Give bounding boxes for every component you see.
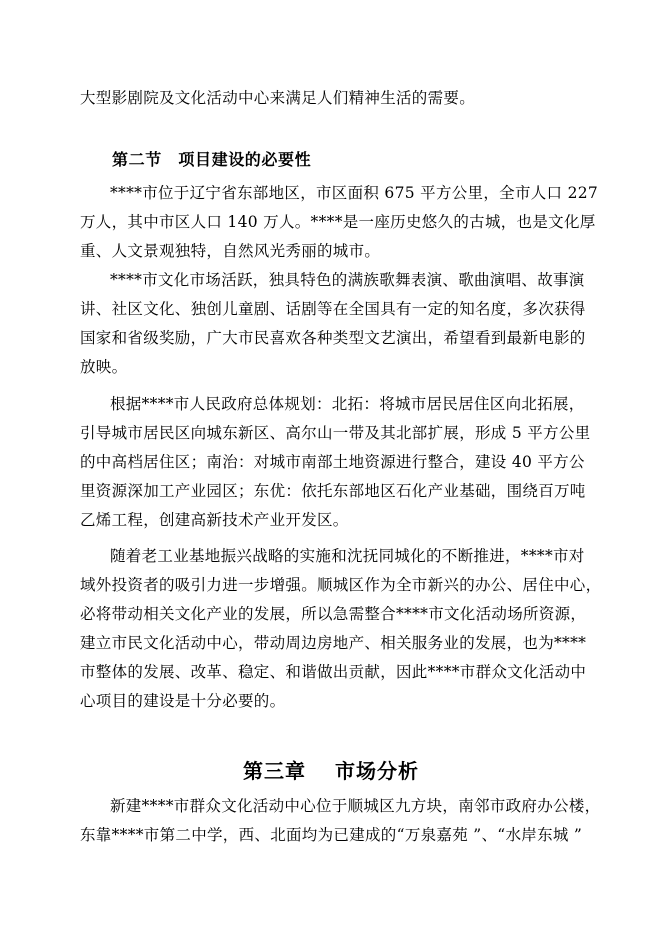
paragraph-line: ****市位于辽宁省东部地区，市区面积 675 平方公里，全市人口 227	[110, 184, 599, 202]
paragraph-line: 必将带动相关文化产业的发展，所以急需整合****市文化活动场所资源，	[80, 605, 587, 623]
paragraph-line: 心项目的建设是十分必要的。	[80, 692, 286, 710]
chapter-heading: 第三章 市场分析	[243, 759, 419, 783]
paragraph-line: 重、人文景观独特，自然风光秀丽的城市。	[80, 242, 381, 260]
paragraph-line: 万人，其中市区人口 140 万人。****是一座历史悠久的古城，也是文化厚	[80, 213, 596, 231]
paragraph-line: 的中高档居住区；南治：对城市南部土地资源进行整合，建设 40 平方公	[80, 453, 585, 471]
paragraph-line: 随着老工业基地振兴战略的实施和沈抚同城化的不断推进，****市对	[110, 547, 585, 565]
paragraph-line: 新建****市群众文化活动中心位于顺城区九方块，南邻市政府办公楼，	[110, 797, 601, 815]
paragraph-line: 域外投资者的吸引力进一步增强。顺城区作为全市新兴的办公、居住中心，	[80, 576, 602, 594]
paragraph-line: 根据****市人民政府总体规划：北拓：将城市居民居住区向北拓展，	[110, 395, 585, 413]
paragraph-line: 讲、社区文化、独创儿童剧、话剧等在全国具有一定的知名度，多次获得	[80, 300, 586, 318]
paragraph-line: ****市文化市场活跃，独具特色的满族歌舞表演、歌曲演唱、故事演	[110, 271, 585, 289]
intro-line: 大型影剧院及文化活动中心来满足人们精神生活的需要。	[80, 89, 476, 107]
paragraph-line: 放映。	[80, 358, 128, 376]
paragraph-line: 东靠****市第二中学，西、北面均为已建成的“万泉嘉苑 ”、“水岸东城 ”	[80, 826, 583, 844]
paragraph-line: 建立市民文化活动中心，带动周边房地产、相关服务业的发展，也为****	[80, 634, 587, 652]
paragraph-line: 里资源深加工产业园区；东优：依托东部地区石化产业基础，围绕百万吨	[80, 482, 586, 500]
paragraph-line: 引导城市居民区向城东新区、高尔山一带及其北部扩展，形成 5 平方公里	[80, 424, 591, 442]
paragraph-line: 乙烯工程，创建高新技术产业开发区。	[80, 511, 349, 529]
section-heading: 第二节 项目建设的必要性	[112, 150, 312, 169]
paragraph-line: 市整体的发展、改革、稳定、和谐做出贡献，因此****市群众文化活动中	[80, 663, 587, 681]
paragraph-line: 国家和省级奖励，广大市民喜欢各种类型文艺演出，希望看到最新电影的	[80, 329, 586, 347]
